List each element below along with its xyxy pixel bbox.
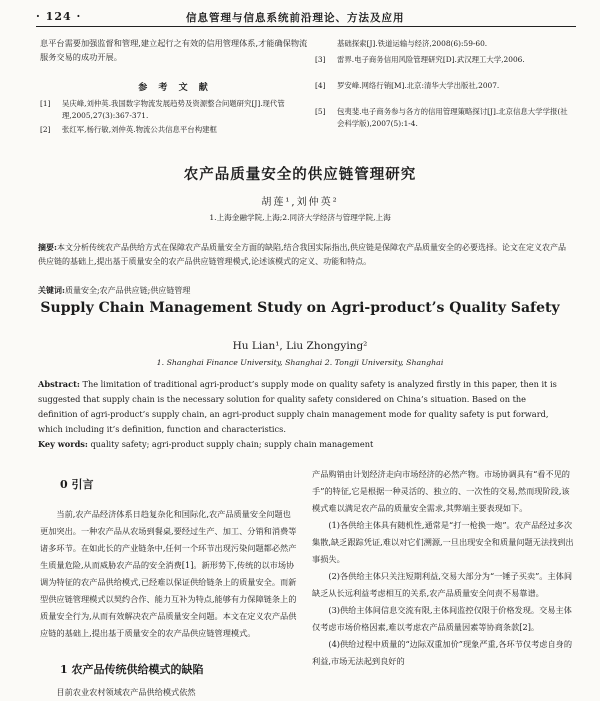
paragraph: (2)各供给主体只关注短期利益,交易大部分为“一锤子买卖”。主体间缺乏从长远利益考虑相互的关系,农产品质量安全问责不易靠谱。 xyxy=(312,571,573,598)
section-0-heading: 0 引言 xyxy=(60,478,94,491)
abstract-en-text: The limitation of traditional agri-product’s supply mode on quality safety is analyzed firstly in this paper, then it is suggested that supply chain is the necessary solution for quality safety considered on China’s situation. Based on the definition of agri-product’s supply chain, an agri-product supply chain management mode for quality safety is put forward, which including it’s definition, function and characteristics. xyxy=(38,379,557,434)
keywords-en-label: Key words: xyxy=(38,439,88,449)
abstract-cn-text: 本文分析传统农产品供给方式在保障农产品质量安全方面的缺陷,结合我国实际指出,供应链是保障农产品质量安全的必要选择。论文在定义农产品供应链的基础上,提出基于质量安全的农产品供应链管理模式,论述该模式的定义、功能和特点。 xyxy=(38,243,567,266)
section-1-heading: 1 农产品传统供给模式的缺陷 xyxy=(60,663,204,676)
abstract-cn xyxy=(38,240,568,269)
paragraph: 产品购销由计划经济走向市场经济的必然产物。市场协调具有“看不见的手”的特征,它是根据一种灵活的、独立的、一次性的交易,然而现阶段,该模式难以满足农产品的质量安全需求,其弊端主要表现如下。 xyxy=(312,469,570,513)
right-column-body xyxy=(312,466,574,670)
affiliations-cn: 1.上海金融学院,上海;2.同济大学经济与管理学院,上海 xyxy=(209,213,391,222)
keywords-en-text: quality safety; agri-product supply chain; supply chain management xyxy=(90,439,374,449)
affiliations-en: 1. Shanghai Finance University, Shanghai 2. Tongji University, Shanghai xyxy=(156,358,444,367)
authors-en: Hu Lian¹, Liu Zhongying² xyxy=(232,340,368,352)
abstract-en-label: Abstract: xyxy=(38,379,80,389)
article-title-cn: 农产品质量安全的供应链管理研究 xyxy=(183,166,417,183)
paragraph: (3)供给主体间信息交流有限,主体间监控仅限于价格发现。交易主体仅考虑市场价格因素,难以考虑农产品质量因素等协商条款[2]。 xyxy=(312,605,572,632)
page-header xyxy=(36,8,576,27)
section-0-body: 当前,农产品经济体系日趋复杂化和国际化,农产品质量安全问题也更加突出。一种农产品从农场到餐桌,要经过生产、加工、分销和消费等诸多环节。在如此长的产业链条中,任何一个环节出现污染问题都必然产生质量危险,从而威胁农产品的安全消费[1]。新形势下,传统的以市场协调为特征的农产品供给模式,已经难以保证供给链条上的质量安全。而新型供应链管理模式以契约合作、能力互补为特点,能够有力保障链条上的质量安全行为,从而有效解决农产品质量安全问题。本文在定义农产品供应链的基础上,提出基于质量安全的农产品供应链管理模式。 xyxy=(40,509,297,638)
article-title-en: Supply Chain Management Study on Agri-product’s Quality Safety xyxy=(40,300,560,316)
keywords-cn-label: 关键词: xyxy=(38,285,65,295)
prev-article-body: 息平台需要加强监督和管理,建立起行之有效的信用管理体系,才能确保物流服务交易的成功开展。 xyxy=(40,38,308,62)
keywords-cn-text: 质量安全;农产品供应链;供应链管理 xyxy=(64,286,191,295)
section-1-body: 目前农业农村领域农产品供给模式依然 xyxy=(56,687,196,697)
paragraph: (1)各供给主体具有随机性,通常是“打一枪换一炮”。农产品经过多次集散,缺乏跟踪凭证,难以对它们溯源,一旦出现安全和质量问题无法找到出事损失。 xyxy=(312,520,574,564)
keywords-cn xyxy=(38,283,568,298)
paragraph: (4)供给过程中质量的“边际双重加价”现象严重,各环节仅考虑自身的利益,市场无法起到良好的 xyxy=(312,639,573,666)
references-title: 参 考 文 献 xyxy=(138,83,212,93)
abstract-cn-label: 摘要: xyxy=(38,242,57,252)
authors-cn: 胡莲¹,刘仲英² xyxy=(261,197,339,208)
abstract-en xyxy=(38,377,568,452)
journal-title: 信息管理与信息系统前沿理论、方法及应用 xyxy=(186,12,405,24)
page-number: · 124 · xyxy=(36,10,82,23)
